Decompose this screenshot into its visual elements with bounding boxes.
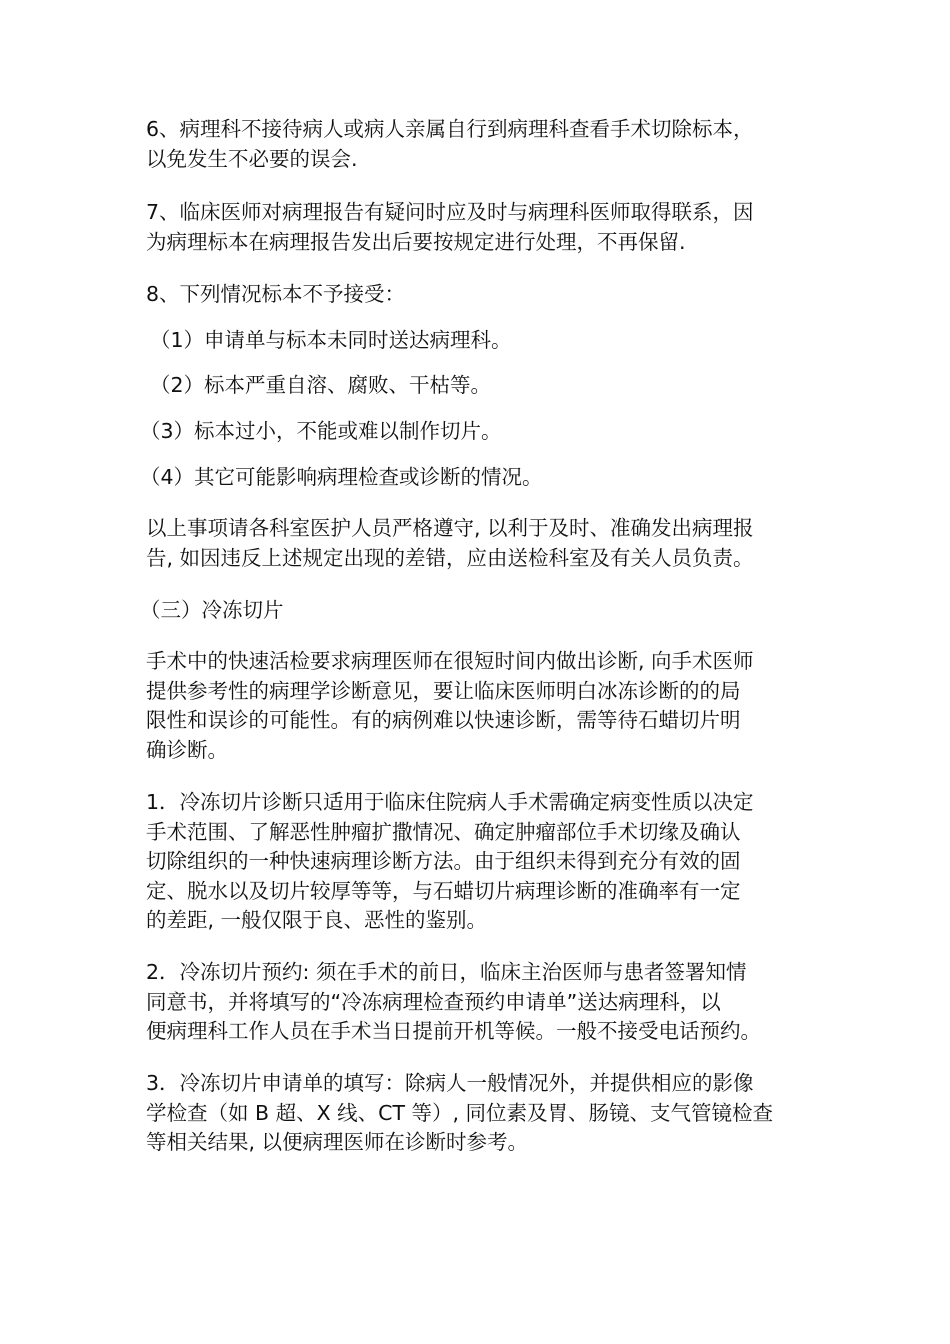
sub-item-2 <box>150 371 816 401</box>
text-line: 3．冷冻切片申请单的填写：除病人一般情况外，并提供相应的影像 <box>146 1071 754 1095</box>
text-line: （1）申请单与标本未同时送达病理科。 <box>150 328 512 352</box>
text-line: 为病理标本在病理报告发出后要按规定进行处理，不再保留. <box>146 229 686 254</box>
text-line: 6、病理科不接待病人或病人亲属自行到病理科查看手术切除标本， <box>146 117 754 141</box>
text-line: 以免发生不必要的误会. <box>146 146 358 171</box>
paragraph-point-2 <box>146 958 812 1047</box>
text-line: 的差距, 一般仅限于良、恶性的鉴别。 <box>146 908 488 932</box>
text-line: （三）冷冻切片 <box>140 598 284 622</box>
text-line: 手术范围、了解恶性肿瘤扩撒情况、确定肿瘤部位手术切缘及确认 <box>146 819 741 844</box>
text-line: 定、脱水以及切片较厚等等，与石蜡切片病理诊断的准确率有一定 <box>146 878 741 903</box>
paragraph-point-3 <box>146 1069 812 1158</box>
text-line: 手术中的快速活检要求病理医师在很短时间内做出诊断, 向手术医师 <box>146 649 754 673</box>
text-line: （4）其它可能影响病理检查或诊断的情况。 <box>140 465 543 489</box>
text-line: 告, 如因违反上述规定出现的差错，应由送检科室及有关人员负责。 <box>146 545 754 570</box>
text-line: 切除组织的一种快速病理诊断方法。由于组织未得到充分有效的固 <box>146 849 741 873</box>
text-line: 8、下列情况标本不予接受： <box>146 282 406 306</box>
text-line: 提供参考性的病理学诊断意见，要让临床医师明白冰冻诊断的的局 <box>146 678 741 703</box>
text-line: 以上事项请各科室医护人员严格遵守, 以利于及时、准确发出病理报 <box>146 516 754 540</box>
text-line: 同意书，并将填写的“冷冻病理检查预约申请单”送达病理科，以 <box>146 989 721 1014</box>
sub-item-1 <box>150 326 816 356</box>
paragraph-point-1 <box>146 788 812 936</box>
paragraph-summary <box>146 514 812 573</box>
text-line: 便病理科工作人员在手术当日提前开机等候。一般不接受电话预约。 <box>146 1019 761 1043</box>
text-line: 限性和误诊的可能性。有的病例难以快速诊断，需等待石蜡切片明 <box>146 708 741 732</box>
text-line: （3）标本过小，不能或难以制作切片。 <box>140 419 502 443</box>
text-line: 确诊断。 <box>146 737 228 762</box>
paragraph-intro <box>146 647 812 765</box>
section-heading <box>140 596 806 626</box>
paragraph-item-7 <box>146 198 812 257</box>
text-line: 1．冷冻切片诊断只适用于临床住院病人手术需确定病变性质以决定 <box>146 790 754 814</box>
text-line: 等相关结果, 以便病理医师在诊断时参考。 <box>146 1130 529 1154</box>
paragraph-item-8 <box>146 280 812 310</box>
sub-item-3 <box>140 417 806 447</box>
text-line: 7、临床医师对病理报告有疑问时应及时与病理科医师取得联系，因 <box>146 200 754 224</box>
text-line: 2．冷冻切片预约: 须在手术的前日，临床主治医师与患者签署知情 <box>146 960 747 984</box>
text-line: 学检查（如 B 超、X 线、CT 等）, 同位素及胃、肠镜、支气管镜检查 <box>146 1100 774 1125</box>
sub-item-4 <box>140 463 806 493</box>
paragraph-item-6 <box>146 115 812 174</box>
text-line: （2）标本严重自溶、腐败、干枯等。 <box>150 373 492 397</box>
